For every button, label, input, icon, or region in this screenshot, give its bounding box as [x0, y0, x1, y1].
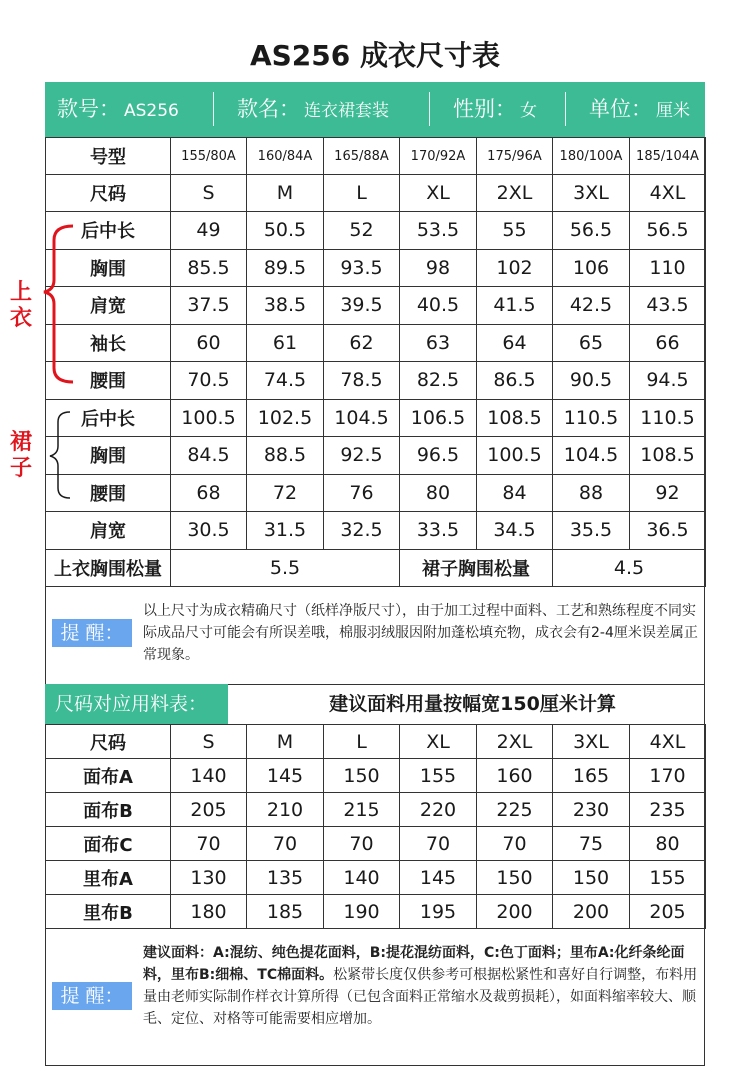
- size-cell: 4XL: [630, 725, 706, 759]
- value-cell: 100.5: [477, 437, 553, 475]
- value-cell: 89.5: [247, 249, 324, 287]
- model-cell: 170/92A: [400, 138, 477, 175]
- row-label: 腰围: [46, 474, 171, 512]
- size-row: [46, 175, 706, 212]
- value-cell: 90.5: [553, 362, 630, 400]
- unit: 单位： 厘米: [589, 97, 690, 121]
- value-cell: 210: [247, 793, 324, 827]
- value-cell: 110.5: [630, 399, 706, 437]
- size-cell: S: [171, 175, 247, 212]
- value-cell: 200: [477, 895, 553, 929]
- table-row: [46, 324, 706, 362]
- value-cell: 135: [247, 861, 324, 895]
- value-cell: 140: [171, 759, 247, 793]
- value-cell: 88.5: [247, 437, 324, 475]
- value-cell: 215: [324, 793, 400, 827]
- gender-value: 女: [520, 101, 537, 121]
- value-cell: 92: [630, 474, 706, 512]
- value-cell: 205: [630, 895, 706, 929]
- model-cell: 155/80A: [171, 138, 247, 175]
- page-title: AS256 成衣尺寸表: [249, 39, 501, 72]
- size-cell: M: [247, 175, 324, 212]
- size-cell: 2XL: [477, 175, 553, 212]
- side-label-skirt: 裙子: [9, 430, 32, 481]
- value-cell: 76: [324, 474, 400, 512]
- table-row: [46, 512, 706, 550]
- ease-row: [46, 549, 706, 586]
- value-cell: 61: [247, 324, 324, 362]
- value-cell: 150: [553, 861, 630, 895]
- style-no: 款号： AS256: [57, 97, 179, 121]
- size-cell: L: [324, 175, 400, 212]
- value-cell: 82.5: [400, 362, 477, 400]
- value-cell: 92.5: [324, 437, 400, 475]
- row-label: 袖长: [46, 324, 171, 362]
- value-cell: 230: [553, 793, 630, 827]
- value-cell: 63: [400, 324, 477, 362]
- reminder-text-2-line2: 松紧带长度仅供参考可根据松紧性和喜好自行调整，布料用量由老师实际制作样衣计算所得（已包含面料正常缩水及裁剪损耗），如面料缩率较大、顺毛、定位、对格等可能需要相应增加。: [143, 967, 698, 1027]
- value-cell: 55: [477, 212, 553, 250]
- value-cell: 31.5: [247, 512, 324, 550]
- size-cell: 2XL: [477, 725, 553, 759]
- value-cell: 96.5: [400, 437, 477, 475]
- table-row: [46, 212, 706, 250]
- ease-skirt-value: 4.5: [553, 549, 706, 586]
- value-cell: 66: [630, 324, 706, 362]
- style-no-value: AS256: [124, 101, 179, 121]
- ease-top-label: 上衣胸围松量: [46, 549, 171, 586]
- value-cell: 88: [553, 474, 630, 512]
- value-cell: 64: [477, 324, 553, 362]
- fabric-table: [45, 724, 706, 929]
- size-cell: S: [171, 725, 247, 759]
- row-label: 肩宽: [46, 287, 171, 325]
- side-braces: [40, 218, 80, 503]
- style-name: 款名： 连衣裙套装: [237, 97, 389, 121]
- table-row: [46, 827, 706, 861]
- value-cell: 93.5: [324, 249, 400, 287]
- value-cell: 235: [630, 793, 706, 827]
- fabric-size-row: [46, 725, 706, 759]
- value-cell: 78.5: [324, 362, 400, 400]
- fabric-tag: 尺码对应用料表：: [45, 684, 228, 724]
- table-row: [46, 287, 706, 325]
- value-cell: 33.5: [400, 512, 477, 550]
- reminder-text-2: [143, 942, 699, 1030]
- value-cell: 39.5: [324, 287, 400, 325]
- value-cell: 106: [553, 249, 630, 287]
- size-cell: M: [247, 725, 324, 759]
- value-cell: 170: [630, 759, 706, 793]
- value-cell: 165: [553, 759, 630, 793]
- row-label: 后中长: [46, 399, 171, 437]
- header-divider: [213, 92, 214, 126]
- side-label-top: 上衣: [9, 280, 32, 331]
- header-bar: [45, 82, 705, 137]
- value-cell: 160: [477, 759, 553, 793]
- value-cell: 86.5: [477, 362, 553, 400]
- value-cell: 140: [324, 861, 400, 895]
- table-row: [46, 399, 706, 437]
- table-row: [46, 474, 706, 512]
- table-row: [46, 861, 706, 895]
- value-cell: 56.5: [553, 212, 630, 250]
- value-cell: 102: [477, 249, 553, 287]
- value-cell: 70: [400, 827, 477, 861]
- style-name-value: 连衣裙套装: [304, 101, 389, 121]
- row-label: 后中长: [46, 212, 171, 250]
- value-cell: 110.5: [553, 399, 630, 437]
- header-divider: [565, 92, 566, 126]
- model-cell: 185/104A: [630, 138, 706, 175]
- value-cell: 70: [324, 827, 400, 861]
- value-cell: 190: [324, 895, 400, 929]
- value-cell: 84.5: [171, 437, 247, 475]
- fabric-heading: 建议面料用量按幅宽150厘米计算: [329, 693, 616, 715]
- value-cell: 40.5: [400, 287, 477, 325]
- header-divider: [429, 92, 430, 126]
- reminder-badge-2: 提 醒：: [52, 982, 132, 1010]
- value-cell: 68: [171, 474, 247, 512]
- reminder-badge: 提 醒：: [52, 619, 132, 647]
- value-cell: 80: [630, 827, 706, 861]
- value-cell: 145: [247, 759, 324, 793]
- value-cell: 56.5: [630, 212, 706, 250]
- top-brace: [44, 226, 73, 382]
- value-cell: 225: [477, 793, 553, 827]
- ease-skirt-label: 裙子胸围松量: [400, 549, 553, 586]
- value-cell: 108.5: [630, 437, 706, 475]
- table-row: [46, 793, 706, 827]
- value-cell: 205: [171, 793, 247, 827]
- value-cell: 38.5: [247, 287, 324, 325]
- value-cell: 70: [477, 827, 553, 861]
- model-cell: 175/96A: [477, 138, 553, 175]
- value-cell: 110: [630, 249, 706, 287]
- value-cell: 220: [400, 793, 477, 827]
- value-cell: 35.5: [553, 512, 630, 550]
- value-cell: 34.5: [477, 512, 553, 550]
- value-cell: 98: [400, 249, 477, 287]
- model-cell: 165/88A: [324, 138, 400, 175]
- model-cell: 160/84A: [247, 138, 324, 175]
- size-cell: 4XL: [630, 175, 706, 212]
- value-cell: 70: [247, 827, 324, 861]
- value-cell: 30.5: [171, 512, 247, 550]
- value-cell: 41.5: [477, 287, 553, 325]
- model-row: [46, 138, 706, 175]
- value-cell: 52: [324, 212, 400, 250]
- value-cell: 108.5: [477, 399, 553, 437]
- row-label: 里布A: [46, 861, 171, 895]
- value-cell: 104.5: [553, 437, 630, 475]
- model-cell: 180/100A: [553, 138, 630, 175]
- measure-rows: [46, 212, 706, 550]
- row-label: 胸围: [46, 437, 171, 475]
- value-cell: 36.5: [630, 512, 706, 550]
- table-row: [46, 249, 706, 287]
- size-cell: XL: [400, 175, 477, 212]
- size-table: [45, 137, 706, 587]
- row-label: 肩宽: [46, 512, 171, 550]
- row-label: 腰围: [46, 362, 171, 400]
- value-cell: 50.5: [247, 212, 324, 250]
- value-cell: 75: [553, 827, 630, 861]
- value-cell: 72: [247, 474, 324, 512]
- value-cell: 106.5: [400, 399, 477, 437]
- size-cell: 3XL: [553, 175, 630, 212]
- value-cell: 180: [171, 895, 247, 929]
- value-cell: 65: [553, 324, 630, 362]
- value-cell: 145: [400, 861, 477, 895]
- reminder-text: 以上尺寸为成衣精确尺寸（纸样净版尺寸），由于加工过程中面料、工艺和熟练程度不同实际成品尺寸可能会有所误差哦，棉服羽绒服因附加蓬松填充物，成衣会有2-4厘米误差属正常现象。: [143, 603, 698, 663]
- value-cell: 155: [630, 861, 706, 895]
- ease-top-value: 5.5: [171, 549, 400, 586]
- value-cell: 155: [400, 759, 477, 793]
- model-label: 号型: [46, 138, 171, 175]
- value-cell: 102.5: [247, 399, 324, 437]
- value-cell: 150: [324, 759, 400, 793]
- value-cell: 94.5: [630, 362, 706, 400]
- table-row: [46, 895, 706, 929]
- value-cell: 150: [477, 861, 553, 895]
- size-cell: XL: [400, 725, 477, 759]
- skirt-brace: [50, 412, 70, 498]
- value-cell: 100.5: [171, 399, 247, 437]
- value-cell: 185: [247, 895, 324, 929]
- row-label: 面布C: [46, 827, 171, 861]
- value-cell: 80: [400, 474, 477, 512]
- value-cell: 130: [171, 861, 247, 895]
- value-cell: 74.5: [247, 362, 324, 400]
- row-label: 胸围: [46, 249, 171, 287]
- reminder-text-2-line1: 建议面料：A:混纺、纯色提花面料，B:提花混纺面料，C:色丁面料；里布A:化纤条纶面料，里布B:细棉、TC棉面料。: [143, 945, 685, 983]
- value-cell: 85.5: [171, 249, 247, 287]
- size-cell: L: [324, 725, 400, 759]
- row-label: 面布A: [46, 759, 171, 793]
- value-cell: 195: [400, 895, 477, 929]
- unit-value: 厘米: [656, 101, 690, 121]
- value-cell: 70: [171, 827, 247, 861]
- table-row: [46, 759, 706, 793]
- value-cell: 43.5: [630, 287, 706, 325]
- value-cell: 200: [553, 895, 630, 929]
- value-cell: 84: [477, 474, 553, 512]
- value-cell: 104.5: [324, 399, 400, 437]
- size-cell: 3XL: [553, 725, 630, 759]
- table-row: [46, 437, 706, 475]
- value-cell: 42.5: [553, 287, 630, 325]
- table-row: [46, 362, 706, 400]
- size-label: 尺码: [46, 175, 171, 212]
- value-cell: 70.5: [171, 362, 247, 400]
- value-cell: 60: [171, 324, 247, 362]
- row-label: 面布B: [46, 793, 171, 827]
- fabric-size-label: 尺码: [46, 725, 171, 759]
- row-label: 里布B: [46, 895, 171, 929]
- value-cell: 32.5: [324, 512, 400, 550]
- value-cell: 62: [324, 324, 400, 362]
- gender: 性别： 女: [453, 97, 537, 121]
- value-cell: 53.5: [400, 212, 477, 250]
- value-cell: 49: [171, 212, 247, 250]
- fabric-rows: [46, 759, 706, 929]
- value-cell: 37.5: [171, 287, 247, 325]
